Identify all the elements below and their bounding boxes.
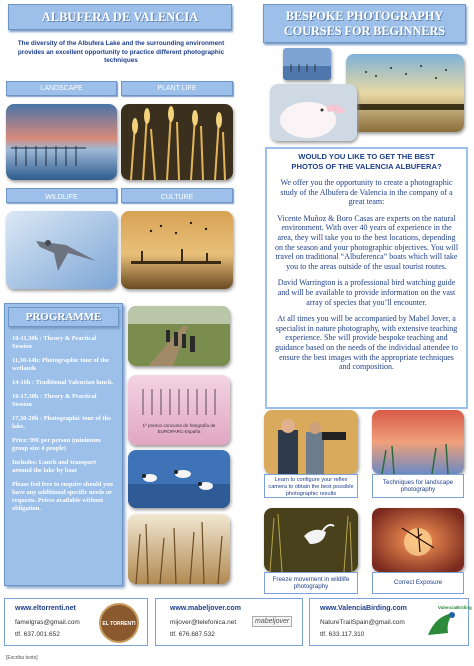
- right-title-banner: [263, 4, 466, 43]
- logo-text: EL TORRENTI: [102, 621, 136, 627]
- category-wildlife: WILDLIFE: [6, 188, 117, 203]
- footer-contact-mabeljover: [155, 598, 303, 646]
- email-link[interactable]: NatureTrailSpain@gmail.com: [320, 619, 405, 626]
- price-text: Price: 99€ per person (minimum group size 4 people): [12, 437, 101, 452]
- left-title-banner: [8, 4, 232, 30]
- description-panel: [265, 147, 468, 409]
- programme-item: 10-11,30h : Theory & Practical Session: [12, 335, 97, 350]
- caption-camera: Learn to configure your reflex camera to obtain the best possible photographic results: [264, 474, 358, 498]
- award-caption: [128, 423, 230, 435]
- landscape-photo: [6, 104, 117, 180]
- left-title: ALBUFERA DE VALENCIA: [41, 10, 199, 24]
- flamingo-photo: [270, 84, 357, 141]
- phone-text: tlf. 676.687.532: [170, 631, 215, 638]
- caption-exposure: Correct Exposure: [372, 572, 464, 594]
- phone-text: tlf. 633.117.310: [320, 631, 365, 638]
- exposure-lesson-photo: [372, 508, 464, 572]
- award-caption-line: EUROPARC-España: [157, 429, 201, 434]
- gulls-photo: [128, 450, 230, 508]
- flock-sunset-photo: [346, 54, 464, 132]
- footer-contact-valenciabirding: [309, 598, 472, 646]
- programme-item: 11,30-14h: Photographic tour of the wetlands: [12, 357, 109, 372]
- right-title-line: COURSES FOR BEGINNERS: [283, 24, 446, 38]
- web-link[interactable]: www.mabeljover.com: [170, 605, 241, 612]
- plant-life-photo: [121, 104, 233, 180]
- el-torrenti-logo: [99, 603, 139, 643]
- group-boardwalk-photo: [128, 306, 230, 366]
- paragraph: At all times you will be accompanied by Mabel Jover, a specialist in nature photography, with extensive teaching experience. She will provide bespoke teaching and guidance based on the needs of the individual attendee to ensure the best images with the appropriate techniques and composition.: [275, 314, 458, 372]
- caption-wildlife: Freeze movement in wildlife photography: [264, 572, 358, 594]
- right-title-line: BESPOKE PHOTOGRAPHY: [285, 9, 444, 23]
- email-link[interactable]: famelgras@gmail.com: [15, 619, 80, 626]
- programme-title-banner: [8, 307, 119, 327]
- programme-item: 16-17,30h : Theory & Practical Session: [12, 393, 97, 408]
- category-culture: CULTURE: [121, 188, 233, 203]
- bird-logo-icon: [424, 605, 464, 641]
- category-plant-life: PLANT LIFE: [121, 81, 233, 96]
- caption-landscape: Techniques for landscape photography: [372, 474, 464, 498]
- wildlife-lesson-photo: [264, 508, 358, 572]
- web-link[interactable]: www.ValenciaBirding.com: [320, 605, 407, 612]
- camera-lesson-photo: [264, 410, 358, 474]
- award-caption-line: 1º premio concurso de fotografía de: [142, 423, 216, 428]
- paragraph: We offer you the opportunity to create a photographic study of the Albufera de Valencia in the company of a great team:: [280, 178, 453, 207]
- intro-text: The diversity of the Albufera Lake and the surrounding environment provides an excellent opportunity to practice different photographic techniques: [17, 40, 225, 65]
- paragraph: Vicente Muñoz & Boro Casas are experts on the natural environment. With over 40 years of experience in the area, they will take you to the best locations, depending on the season and your photographic objectives. You will travel on traditional “Albuferenca” boats which will take you to the areas outside of the usual tourist routes.: [274, 213, 459, 271]
- enquire-text: Please feel free to enquire should you have any additional specific needs or requests. Prices available without obligation.: [12, 481, 113, 512]
- question-line: WOULD YOU LIKE TO GET THE BEST: [298, 152, 435, 161]
- web-link[interactable]: www.eltorrenti.net: [15, 605, 76, 612]
- culture-photo: [121, 211, 233, 289]
- award-photo: [128, 375, 230, 445]
- landscape-lesson-photo: [372, 410, 464, 474]
- programme-list: [12, 335, 116, 519]
- logo-text: ValenciaBirding: [438, 605, 472, 610]
- mabeljover-logo: mabeljover: [252, 616, 292, 627]
- includes-text: Includes: Lunch and transport around the lake by boat: [12, 459, 96, 474]
- footer-contact-torrenti: [4, 598, 148, 646]
- question-heading: [267, 152, 466, 172]
- programme-item: 14-16h : Traditional Valencian lunch.: [12, 379, 114, 386]
- programme-title: PROGRAMME: [25, 311, 102, 323]
- description-paragraphs: [267, 172, 466, 372]
- paragraph: David Warrington is a professional bird watching guide and will be available to provide information on the vast array of species that you’ll encounter.: [277, 278, 456, 307]
- phone-text: tlf. 637.001.652: [15, 631, 60, 638]
- corner-note: [Escriba texto]: [6, 655, 38, 661]
- wildlife-photo: [6, 211, 117, 289]
- valenciabirding-logo: [424, 605, 472, 641]
- email-link[interactable]: mijover@telefonica.net: [170, 619, 237, 626]
- programme-panel: [4, 303, 123, 586]
- programme-item: 17,30-20h : Photographic tour of the lake.: [12, 415, 111, 430]
- reeds-photo: [128, 514, 230, 584]
- question-line: PHOTOS OF THE VALENCIA ALBUFERA?: [291, 162, 442, 171]
- lake-small-photo: [283, 48, 331, 80]
- category-landscape: LANDSCAPE: [6, 81, 117, 96]
